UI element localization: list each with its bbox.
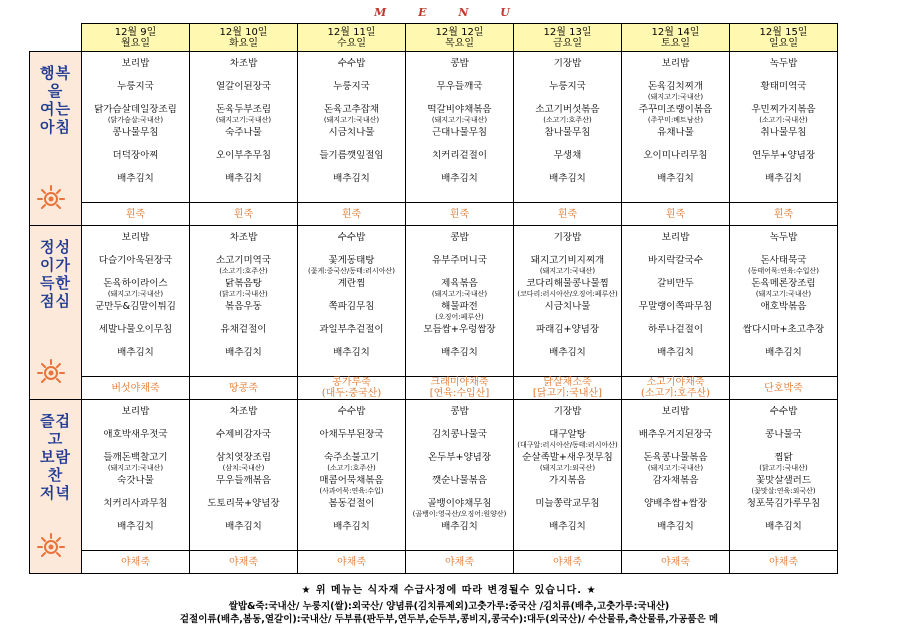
porridge-text: (대두:중국산) [321,388,382,399]
menu-item: 대구알탕 [549,429,586,440]
menu-item: 돈육두부조림 [215,104,272,115]
menu-item: 들깨돈백찰고기 [103,452,168,463]
menu-cell [82,226,190,377]
menu-item: 기장밥 [553,58,582,69]
menu-item: 배추김치 [225,521,262,532]
meal-label-line: 정성 [40,238,71,256]
menu-item: 소고기버섯볶음 [535,104,600,115]
origin-note: (소고기:호주산) [543,116,592,124]
menu-item: 소고기미역국 [215,255,272,266]
porridge-cell [190,377,298,400]
menu-item: 유채나물 [657,127,694,138]
menu-item: 돈육메론장조림 [751,278,816,289]
porridge-text: 야채죽 [121,556,150,568]
menu-cell [730,400,838,551]
menu-item: 골뱅이야채무침 [427,498,492,509]
origin-note: (돼지고기:외국산) [539,464,596,472]
origin-note: (돼지고기:국내산) [107,464,164,472]
porridge-row [30,551,838,574]
origin-note: (골뱅이:영국산/오징어:원양산) [412,510,507,518]
menu-item: 배추김치 [333,347,370,358]
day-weekday: 월요일 [121,37,150,49]
day-date: 12월 10일 [219,26,268,38]
porridge-cell [298,551,406,574]
menu-item: 배추김치 [225,173,262,184]
porridge-cell [82,377,190,400]
meal-label-line: 아침 [40,118,71,136]
menu-cell [298,52,406,203]
menu-cell [514,52,622,203]
origin-note: (돼지고기:국내산) [755,290,812,298]
menu-item: 돈육하이라이스 [103,278,168,289]
change-notice: ★ 위 메뉴는 식자재 수급사정에 따라 변경될수 있습니다. ★ [301,585,597,596]
menu-cell [514,226,622,377]
menu-item: 배추김치 [765,521,802,532]
menu-item: 배추김치 [117,521,154,532]
origin-note: (꽃맛살:연육:외국산) [751,487,816,495]
menu-item: 배추김치 [333,521,370,532]
porridge-cell [730,377,838,400]
menu-item: 배추김치 [549,173,586,184]
day-header [82,24,190,52]
meal-row [30,226,838,377]
meal-label-line: 여는 [40,100,71,118]
menu-item: 배추김치 [441,521,478,532]
day-date: 12월 15일 [759,26,808,38]
menu-item: 배추김치 [765,173,802,184]
day-header [622,24,730,52]
menu-item: 수수밥 [337,232,366,243]
origin-note: (닭고기:국내산) [219,290,268,298]
porridge-cell [406,203,514,226]
meal-label-line: 점심 [40,292,71,310]
porridge-cell [82,551,190,574]
menu-item: 무생채 [553,150,582,161]
day-header [406,24,514,52]
menu-item: 보리밥 [121,232,150,243]
menu-item: 황태미역국 [760,81,807,92]
menu-item: 가지볶음 [549,475,586,486]
porridge-text: [연육:수입산] [429,388,490,399]
menu-cell [190,226,298,377]
menu-item: 깻순나물볶음 [431,475,488,486]
origin-note: (소고기:호주산) [219,267,268,275]
menu-cell [406,226,514,377]
menu-item: 기장밥 [553,406,582,417]
menu-item: 보리밥 [121,406,150,417]
menu-item: 닭가슴살데일장조림 [94,104,177,115]
menu-item: 감자채볶음 [652,475,699,486]
menu-item: 취나물무침 [760,127,807,138]
menu-item: 보리밥 [661,232,690,243]
meal-label [30,226,81,310]
porridge-text: (소고기:호주산) [640,388,711,399]
origin-info-line-1: 쌀밥&죽:국내산/ 누룽지(쌀):외국산/ 양념류(김치류제외)고춧가루:중국산 /김치류(배추,고춧가루:국내산) [228,601,670,612]
menu-cell [730,52,838,203]
menu-item: 배추김치 [117,173,154,184]
porridge-cell [406,377,514,400]
porridge-cell [514,377,622,400]
menu-cell [622,400,730,551]
day-weekday: 금요일 [553,37,582,49]
meal-label-cell [30,52,82,226]
porridge-text: 야채죽 [337,556,366,568]
porridge-text: 흰죽 [233,208,254,220]
menu-item: 찜닭 [774,452,793,463]
day-header [514,24,622,52]
porridge-text: 땅콩죽 [229,382,258,394]
menu-item: 배추김치 [657,521,694,532]
porridge-cell [190,203,298,226]
menu-item: 근대나물무침 [431,127,488,138]
menu-item: 배추김치 [117,347,154,358]
day-date: 12월 9일 [114,26,157,38]
origin-note: (돼지고기:국내산) [431,290,488,298]
sun-icon [36,183,66,213]
menu-item: 삼치엿장조림 [215,452,272,463]
menu-item: 쌈다시마+초고추장 [742,324,825,335]
origin-note: (돼지고기:국내산) [431,116,488,124]
menu-item: 애호박볶음 [760,301,807,312]
day-header [730,24,838,52]
day-weekday: 일요일 [769,37,798,49]
menu-item: 아채두부된장국 [319,429,384,440]
menu-item: 과일부추겉절이 [319,324,384,335]
origin-note: (닭가슴살:국내산) [107,116,164,124]
menu-item: 콩밥 [450,58,469,69]
menu-item: 배추우거지된장국 [638,429,713,440]
menu-item: 누룽지국 [549,81,586,92]
menu-item: 배추김치 [225,347,262,358]
menu-item: 떡갈비야채볶음 [427,104,492,115]
porridge-cell [730,203,838,226]
sun-icon [36,531,66,561]
porridge-cell [622,203,730,226]
menu-item: 코다리해물콩나물찜 [526,278,609,289]
origin-note: (소고기:호주산) [327,464,376,472]
origin-note: (돼지고기:국내산) [107,290,164,298]
menu-item: 순살족발+새우젓무침 [522,452,613,463]
day-header [298,24,406,52]
day-weekday: 화요일 [229,37,258,49]
menu-title: M E N U [374,6,524,19]
menu-item: 콩밥 [450,406,469,417]
menu-item: 배추김치 [441,347,478,358]
meal-label-cell [30,400,82,574]
menu-item: 온두부+양념장 [427,452,492,463]
origin-note: (돼지고기:국내산) [215,116,272,124]
menu-item: 콩밥 [450,232,469,243]
meal-row [30,400,838,551]
menu-item: 볶음우동 [225,301,262,312]
menu-item: 녹두밥 [769,58,798,69]
menu-item: 숙주나물 [225,127,262,138]
menu-item: 꽃맛살샐러드 [755,475,812,486]
day-weekday: 수요일 [337,37,366,49]
porridge-row [30,203,838,226]
origin-note: (코다리:러시아산/오징어:페루산) [517,290,618,298]
origin-note: (사과어묵:연육:수입) [319,487,384,495]
menu-item: 차조밥 [229,406,258,417]
menu-item: 계란찜 [337,278,366,289]
origin-note: (꽃게:중국산/동태:러시아산) [308,267,395,275]
menu-item: 꽃게동태탕 [328,255,375,266]
menu-item: 하루나겉절이 [647,324,704,335]
day-header [190,24,298,52]
menu-item: 양배추쌈+쌈장 [643,498,708,509]
porridge-text: 야채죽 [553,556,582,568]
porridge-text: 흰죽 [449,208,470,220]
menu-item: 숙주소불고기 [323,452,380,463]
menu-item: 누룽지국 [117,81,154,92]
porridge-cell [82,203,190,226]
menu-item: 무우들깨국 [436,81,483,92]
origin-info-line-2: 겉절이류(배추,봄동,열갈이):국내산/ 두부류(판두부,연두부,순두부,콩비지,콩국수):대두(외국산)/ 수산물류,축산물류,가공품은 메 [179,614,719,625]
meal-label-line: 찬 [47,466,64,484]
porridge-text: 야채죽 [661,556,690,568]
menu-item: 도토리묵+양념장 [207,498,280,509]
menu-item: 누룽지국 [333,81,370,92]
menu-item: 제육볶음 [441,278,478,289]
menu-cell [622,226,730,377]
meal-label-line: 즐겁 [40,412,71,430]
meal-label-line: 고 [47,430,64,448]
menu-item: 파래김+양념장 [535,324,600,335]
porridge-text: 흰죽 [665,208,686,220]
menu-item: 갈비만두 [657,278,694,289]
menu-cell [82,400,190,551]
menu-item: 유채겉절이 [220,324,267,335]
menu-item: 배추김치 [657,347,694,358]
menu-cell [190,52,298,203]
menu-cell [406,400,514,551]
menu-item: 닭볶음탕 [225,278,262,289]
origin-note: (돼지고기:국내산) [647,464,704,472]
menu-cell [82,52,190,203]
day-date: 12월 14일 [651,26,700,38]
meal-label-cell [30,226,82,400]
menu-item: 배추김치 [657,173,694,184]
menu-item: 수수밥 [769,406,798,417]
menu-item: 봄동겉절이 [328,498,375,509]
origin-note: (돼지고기:국내산) [539,267,596,275]
origin-note: (오징어:페루산) [435,313,484,321]
menu-item: 미늘쫑락교무침 [535,498,600,509]
menu-item: 배추김치 [441,173,478,184]
porridge-cell [622,377,730,400]
porridge-text: 야채죽 [769,556,798,568]
header-corner [30,24,82,52]
menu-item: 열갈이된장국 [215,81,272,92]
porridge-cell [298,377,406,400]
menu-cell [298,400,406,551]
origin-note: (닭고기:국내산) [759,464,808,472]
day-header-row [30,24,838,52]
menu-item: 차조밥 [229,58,258,69]
porridge-text: 소고기야채죽 [646,377,705,388]
menu-item: 쪽파김무침 [328,301,375,312]
menu-item: 애호박새우젓국 [103,429,168,440]
meal-label-line: 득한 [40,274,71,292]
menu-item: 수수밥 [337,406,366,417]
sun-icon [36,357,66,387]
menu-item: 보리밥 [661,58,690,69]
menu-item: 연두부+양념장 [751,150,816,161]
menu-cell [730,226,838,377]
menu-item: 녹두밥 [769,232,798,243]
origin-note: (돼지고기:국내산) [323,116,380,124]
porridge-cell [730,551,838,574]
porridge-text: 닭살채소죽 [543,377,592,388]
menu-cell [298,226,406,377]
porridge-text: 야채죽 [229,556,258,568]
porridge-text: 단호박죽 [764,382,803,394]
menu-item: 주꾸미조랭이볶음 [638,104,713,115]
meal-label-line: 이가 [40,256,71,274]
menu-item: 콩나물무침 [112,127,159,138]
menu-item: 돈육콩나물볶음 [643,452,708,463]
porridge-cell [622,551,730,574]
menu-item: 청포묵김가루무침 [746,498,821,509]
menu-item: 김치콩나물국 [431,429,488,440]
meal-label [30,52,81,136]
menu-item: 오이미나리무침 [643,150,708,161]
origin-note: (삼치:국내산) [222,464,265,472]
origin-note: (주꾸미:베트남산) [647,116,704,124]
menu-item: 더덕장아찌 [112,150,159,161]
porridge-text: [닭고기:국내산] [532,388,603,399]
menu-item: 세발나물오이무침 [98,324,173,335]
day-date: 12월 11일 [327,26,376,38]
menu-item: 배추김치 [333,173,370,184]
meal-label-line: 저녁 [40,484,71,502]
menu-item: 수제비감자국 [215,429,272,440]
day-weekday: 목요일 [445,37,474,49]
menu-item: 오이부추무침 [215,150,272,161]
meal-label-line: 보람 [40,448,71,466]
porridge-cell [190,551,298,574]
menu-cell [514,400,622,551]
porridge-text: 콩가루죽 [332,377,371,388]
day-weekday: 토요일 [661,37,690,49]
menu-item: 배추김치 [765,347,802,358]
menu-item: 참나물무침 [544,127,591,138]
day-date: 12월 13일 [543,26,592,38]
porridge-text: 버섯야채죽 [111,382,160,394]
menu-cell [190,400,298,551]
menu-item: 보리밥 [121,58,150,69]
menu-item: 돈육고추잡채 [323,104,380,115]
porridge-text: 흰죽 [557,208,578,220]
menu-item: 무말랭이쪽파무침 [638,301,713,312]
origin-note: (돼지고기:국내산) [647,93,704,101]
meal-row [30,52,838,203]
menu-item: 돼지고기비지찌개 [530,255,605,266]
menu-item: 치커리겉절이 [431,150,488,161]
porridge-cell [406,551,514,574]
menu-item: 군만두&김말이튀김 [95,301,176,312]
menu-item: 숙갓나물 [117,475,154,486]
meal-label-line: 을 [47,82,64,100]
menu-item: 콩나물국 [765,429,802,440]
menu-cell [406,52,514,203]
meal-label [30,400,81,502]
day-date: 12월 12일 [435,26,484,38]
meal-label-line: 행복 [40,64,71,82]
menu-item: 들기름깻잎절임 [319,150,384,161]
menu-cell [622,52,730,203]
porridge-cell [514,551,622,574]
menu-item: 우민찌가지볶음 [751,104,816,115]
menu-item: 해물파전 [441,301,478,312]
porridge-cell [298,203,406,226]
menu-item: 차조밥 [229,232,258,243]
origin-note: (대구알:러시아산/동태:러시아산) [517,441,618,449]
weekly-menu-table [29,23,838,574]
menu-item: 수수밥 [337,58,366,69]
menu-item: 유부주머니국 [431,255,488,266]
origin-note: (소고기:국내산) [759,116,808,124]
menu-item: 무우들깨볶음 [215,475,272,486]
menu-item: 매콤어묵채볶음 [319,475,384,486]
menu-item: 시금치나물 [544,301,591,312]
menu-item: 치커리사과무침 [103,498,168,509]
menu-item: 모듬쌈+우렁쌈장 [423,324,496,335]
menu-item: 기장밥 [553,232,582,243]
porridge-cell [514,203,622,226]
porridge-text: 흰죽 [773,208,794,220]
origin-note: (동태어묵:연육:수입산) [747,267,820,275]
porridge-row [30,377,838,400]
porridge-text: 야채죽 [445,556,474,568]
menu-item: 바지락칼국수 [647,255,704,266]
porridge-text: 흰죽 [125,208,146,220]
menu-item: 배추김치 [549,521,586,532]
menu-item: 시금치나물 [328,127,375,138]
menu-item: 돈사태묵국 [760,255,807,266]
porridge-text: 크래미야채죽 [430,377,489,388]
menu-item: 돈육김치찌개 [647,81,704,92]
menu-item: 다슬기아욱된장국 [98,255,173,266]
menu-item: 배추김치 [549,347,586,358]
porridge-text: 흰죽 [341,208,362,220]
menu-item: 보리밥 [661,406,690,417]
